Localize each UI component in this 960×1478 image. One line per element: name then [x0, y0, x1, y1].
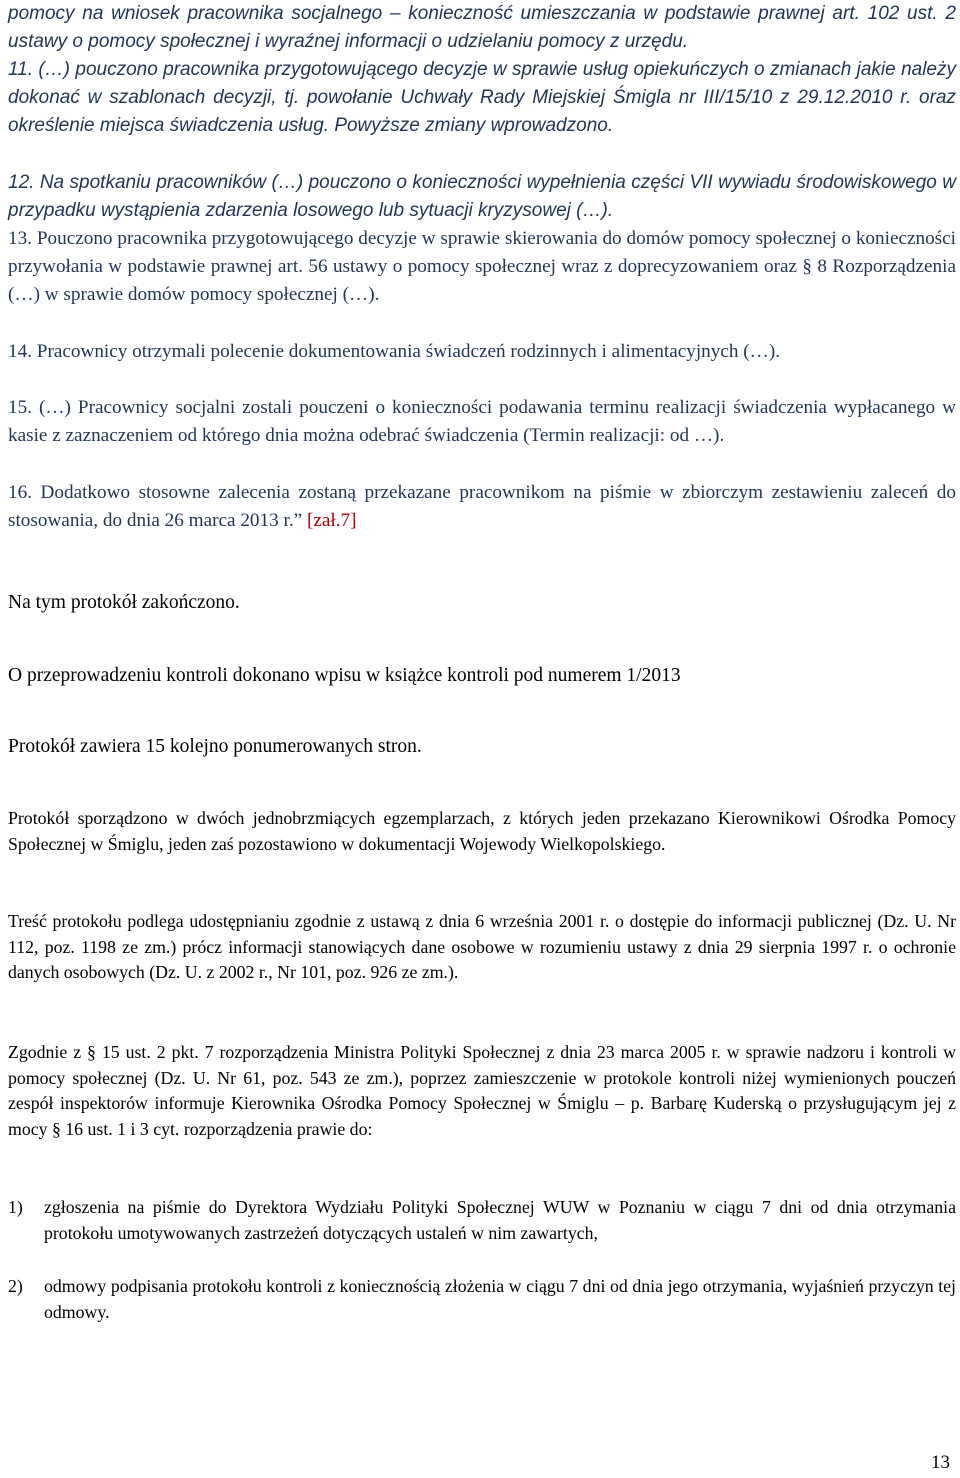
item-11-text: 11. (…) pouczono pracownika przygotowującego decyzje w sprawie usług opiekuńczych o zmianach jakie należy dokonać w szablonach decyzji, tj. powołanie Uchwały Rady Miejskiej Śmigla nr III/15/10 z 29.12.2010 r. oraz określenie miejsca świadczenia usług. Powyższe zmiany wprowadzono.: [8, 59, 956, 137]
list-item: [8, 1274, 956, 1325]
item-14-text: 14. Pracownicy otrzymali polecenie dokumentowania świadczeń rodzinnych i alimentacyjnych (…).: [8, 341, 781, 362]
list-item: [8, 1195, 956, 1246]
item-16-text: 16. Dodatkowo stosowne zalecenia zostaną przekazane pracownikom na piśmie w zbiorczym zestawieniu zaleceń do stosowania, do dnia 26 marca 2013 r.”: [8, 482, 956, 532]
list-item-marker: 1): [8, 1197, 23, 1217]
list-item-text: zgłoszenia na piśmie do Dyrektora Wydziału Polityki Społecznej WUW w Poznaniu w ciągu 7 dni od dnia otrzymania protokołu umotywowanych zastrzeżeń dotyczących ustaleń w nim zawartych,: [44, 1197, 956, 1243]
attachment-reference: [zał.7]: [306, 510, 357, 532]
public-access-paragraph: Treść protokołu podlega udostępnianiu zgodnie z ustawą z dnia 6 września 2001 r. o dostępie do informacji publicznej (Dz. U. Nr 112, poz. 1198 ze zm.) prócz informacji stanowiących dane osobowe w rozumieniu ustawy z dnia 29 sierpnia 1997 r. o ochronie danych osobowych (Dz. U. z 2002 r., Nr 101, poz. 926 ze zm.).: [8, 911, 956, 983]
item-16-block: [8, 479, 956, 535]
page-number: 13: [931, 1452, 950, 1473]
intro-tail-text: pomocy na wniosek pracownika socjalnego – konieczność umieszczania w podstawie prawnej art. 102 ust. 2 ustawy o pomocy społecznej i wyraźnej informacji o udzielaniu pomocy z urzędu.: [8, 3, 956, 53]
control-book-entry: O przeprowadzeniu kontroli dokonano wpisu w książce kontroli pod numerem 1/2013: [8, 665, 681, 686]
rights-paragraph: Zgodnie z § 15 ust. 2 pkt. 7 rozporządzenia Ministra Polityki Społecznej z dnia 23 marca 2005 r. w sprawie nadzoru i kontroli w pomocy społecznej (Dz. U. Nr 61, poz. 543 ze zm.), poprzez zamieszczenie w protokole kontroli niżej wymienionych pouczeń zespół inspektorów informuje Kierownika Ośrodka Pomocy Społecznej w Śmiglu – p. Barbarę Kuderską o przysługującym jej z mocy § 16 ust. 1 i 3 cyt. rozporządzenia prawie do:: [8, 1042, 956, 1139]
copies-paragraph: Protokół sporządzono w dwóch jednobrzmiących egzemplarzach, z których jeden przekazano Kierownikowi Ośrodka Pomocy Społecznej w Śmiglu, jeden zaś pozostawiono w dokumentacji Wojewody Wielkopolskiego.: [8, 808, 956, 854]
item-13-text: 13. Pouczono pracownika przygotowującego decyzje w sprawie skierowania do domów pomocy społecznej o konieczności przywołania w podstawie prawnej art. 56 ustawy o pomocy społecznej wraz z doprecyzowaniem oraz § 8 Rozporządzenia (…) w sprawie domów pomocy społecznej (…).: [8, 228, 956, 306]
page-count-statement: Protokół zawiera 15 kolejno ponumerowanych stron.: [8, 736, 422, 757]
list-item-text: odmowy podpisania protokołu kontroli z koniecznością złożenia w ciągu 7 dni od dnia jego otrzymania, wyjaśnień przyczyn tej odmowy.: [44, 1276, 956, 1322]
list-item-marker: 2): [8, 1276, 23, 1296]
item-12-text: 12. Na spotkaniu pracowników (…) pouczono o konieczności wypełnienia części VII wywiadu środowiskowego w przypadku wystąpienia zdarzenia losowego lub sytuacji kryzysowej (…).: [8, 172, 956, 222]
closing-line: Na tym protokół zakończono.: [8, 592, 240, 613]
item-15-text: 15. (…) Pracownicy socjalni zostali pouczeni o konieczności podawania terminu realizacji świadczenia wypłacanego w kasie z zaznaczeniem od którego dnia można odebrać świadczenia (Termin realizacji: od …).: [8, 397, 956, 447]
